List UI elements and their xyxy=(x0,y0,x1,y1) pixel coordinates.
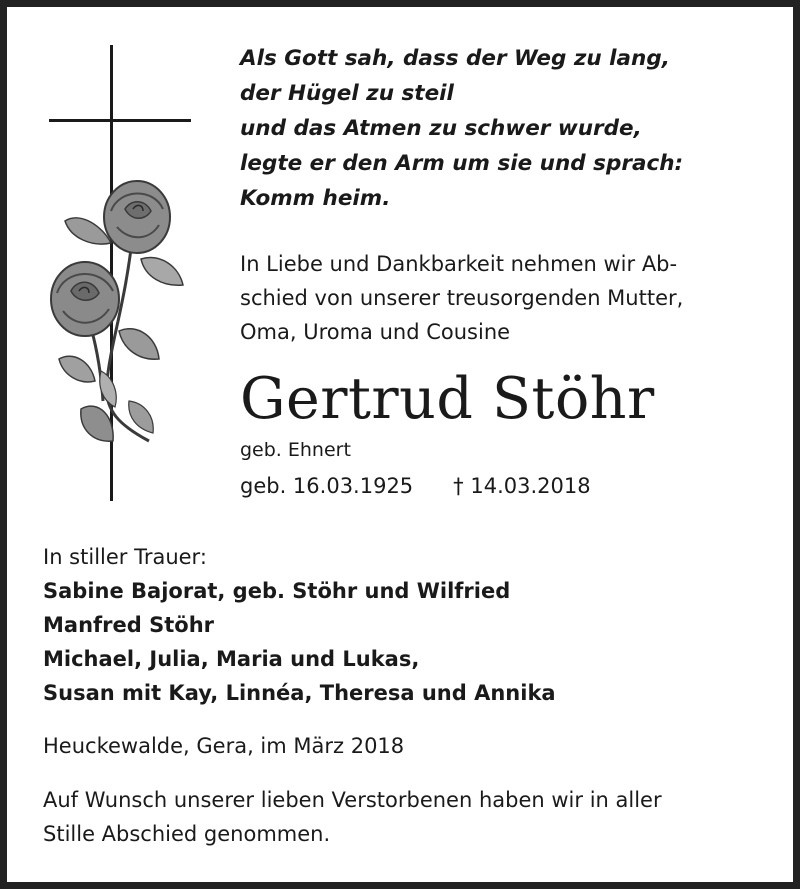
intro-text xyxy=(240,247,780,349)
mourners-list xyxy=(43,540,773,710)
maiden-name: geb. Ehnert xyxy=(240,439,351,461)
place-date: Heuckewalde, Gera, im März 2018 xyxy=(43,734,405,758)
mourner-name: Susan mit Kay, Linnéa, Theresa und Annika xyxy=(43,681,556,705)
mourner-name: Michael, Julia, Maria und Lukas, xyxy=(43,647,420,671)
poem xyxy=(240,41,780,216)
intro-line: Oma, Uroma und Cousine xyxy=(240,320,511,344)
intro-line: schied von unserer treusorgenden Mutter, xyxy=(240,286,684,310)
poem-line: Komm heim. xyxy=(240,186,391,211)
deceased-name: Gertrud Stöhr xyxy=(240,366,655,432)
closing-line: Auf Wunsch unserer lieben Verstorbenen haben wir in aller xyxy=(43,788,662,812)
life-dates xyxy=(240,469,780,503)
cross-with-roses-icon xyxy=(41,41,201,505)
poem-line: Als Gott sah, dass der Weg zu lang, xyxy=(240,46,670,71)
mourner-name: Sabine Bajorat, geb. Stöhr und Wilfried xyxy=(43,579,511,603)
poem-line: legte er den Arm um sie und sprach: xyxy=(240,151,684,176)
mourners-heading: In stiller Trauer: xyxy=(43,545,207,569)
closing-line: Stille Abschied genommen. xyxy=(43,822,331,846)
death-date: † 14.03.2018 xyxy=(453,474,591,498)
mourner-name: Manfred Stöhr xyxy=(43,613,214,637)
birth-date: geb. 16.03.1925 xyxy=(240,474,414,498)
poem-line: und das Atmen zu schwer wurde, xyxy=(240,116,642,141)
poem-line: der Hügel zu steil xyxy=(240,81,454,106)
intro-line: In Liebe und Dankbarkeit nehmen wir Ab- xyxy=(240,252,678,276)
closing-text xyxy=(43,783,773,851)
